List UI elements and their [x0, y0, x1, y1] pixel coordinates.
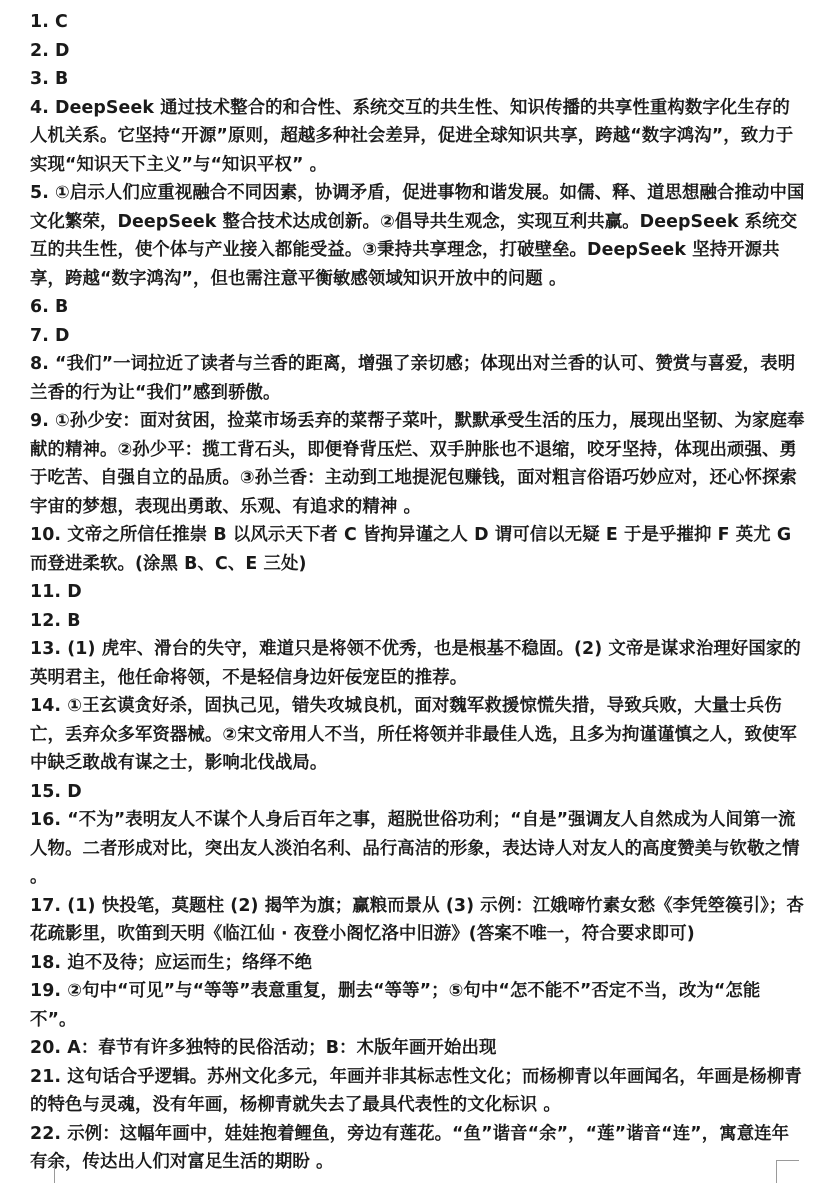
answer-7: 7. D — [30, 325, 70, 346]
answer-6: 6. B — [30, 297, 69, 317]
answer-16: 16. “不为”表明友人不谋个人身后百年之事，超脱世俗功利；“自是”强调友人自然成为人间第一流人物。二者形成对比，突出友人淡泊名利、品行高洁的形象，表达诗人对友人的高度赞美与钦敬之情 。 — [30, 810, 800, 887]
answer-1: 1. C — [30, 12, 68, 32]
answer-11: 11. D — [30, 582, 82, 602]
crop-mark-left — [32, 1160, 55, 1183]
crop-mark-right — [776, 1160, 799, 1183]
answer-15: 15. D — [30, 781, 82, 802]
answer-9: 9. ①孙少安：面对贫困，捡菜市场丢弃的菜帮子菜叶，默默承受生活的压力，展现出坚韧、为家庭奉献的精神。②孙少平：揽工背石头，即便脊背压烂、双手肿胀也不退缩，咬牙坚持，体现出顽强、勇于吃苦、自强自立的品质。③孙兰香：主动到工地提泥包赚钱，面对粗言俗语巧妙应对，还心怀探索宇宙的梦想，表现出勇敢、乐观、有追求的精神 。 — [30, 411, 805, 517]
answer-21: 21. 这句话合乎逻辑。苏州文化多元，年画并非其标志性文化；而杨柳青以年画闻名，年画是杨柳青的特色与灵魂，没有年画，杨柳青就失去了最具代表性的文化标识 。 — [30, 1066, 802, 1115]
answer-13: 13. (1) 虎牢、滑台的失守，难道只是将领不优秀，也是根基不稳固。(2) 文帝是谋求治理好国家的英明君主，他任命将领，不是轻信身边奸佞宠臣的推荐。 — [30, 639, 801, 688]
answer-19: 19. ②句中“可见”与“等等”表意重复，删去“等等”；⑤句中“怎不能不”否定不当，改为“怎能不”。 — [30, 981, 761, 1030]
answer-5: 5. ①启示人们应重视融合不同因素，协调矛盾，促进事物和谐发展。如儒、释、道思想融合推动中国文化繁荣，DeepSeek 整合技术达成创新。②倡导共生观念，实现互利共赢。DeepSeek 系统交互的共生性，使个体与产业接入都能受益。③秉持共享理念，打破壁垒。DeepSeek 坚持开源共享，跨越“数字鸿沟”，但也需注意平衡敏感领域知识开放中的问题 。 — [30, 183, 805, 289]
answer-20: 20. A：春节有许多独特的民俗活动；B：木版年画开始出现 — [30, 1038, 497, 1058]
answer-8: 8. “我们”一词拉近了读者与兰香的距离，增强了亲切感；体现出对兰香的认可、赞赏与喜爱，表明兰香的行为让“我们”感到骄傲。 — [30, 354, 796, 403]
answer-10: 10. 文帝之所信任推崇 B 以风示天下者 C 皆拘异谨之人 D 谓可信以无疑 E 于是乎摧抑 F 英尤 G 而登进柔软。(涂黑 B、C、E 三处) — [30, 525, 792, 574]
answer-12: 12. B — [30, 610, 81, 631]
answer-22: 22. 示例：这幅年画中，娃娃抱着鲤鱼，旁边有莲花。“鱼”谐音“余”，“莲”谐音“连”，寓意连年有余，传达出人们对富足生活的期盼 。 — [30, 1123, 790, 1172]
answer-17: 17. (1) 快投笔，莫题柱 (2) 揭竿为旗；赢粮而景从 (3) 示例：江娥啼竹素女愁《李凭箜篌引》；杏花疏影里，吹笛到天明《临江仙 · 夜登小阁忆洛中旧游》(答案不唯一，符合要求即可) — [30, 895, 804, 944]
answer-3: 3. B — [30, 69, 69, 89]
answer-14: 14. ①王玄谟贪好杀，固执己见，错失攻城良机，面对魏军救援惊慌失措，导致兵败，大量士兵伤亡，丢弃众多军资器械。②宋文帝用人不当，所任将领并非最佳人选，且多为拘谨谨慎之人，致使军中缺乏敢战有谋之士，影响北伐战局。 — [30, 696, 797, 773]
answer-18: 18. 迫不及待；应运而生；络绎不绝 — [30, 952, 313, 973]
answer-2: 2. D — [30, 40, 70, 61]
answer-sheet — [30, 8, 805, 1177]
answer-4: 4. DeepSeek 通过技术整合的和合性、系统交互的共生性、知识传播的共享性重构数字化生存的人机关系。它坚持“开源”原则，超越多种社会差异，促进全球知识共享，跨越“数字鸿沟”，致力于实现“知识天下主义”与“知识平权” 。 — [30, 97, 794, 175]
